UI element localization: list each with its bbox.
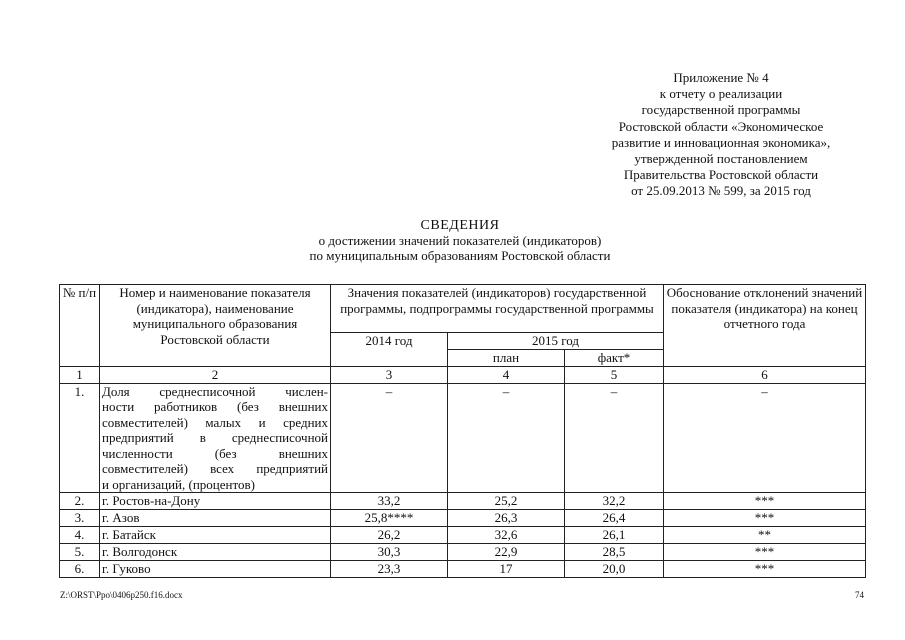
value-fact: 28,5 — [565, 544, 664, 561]
value-plan: 25,2 — [448, 493, 565, 510]
appendix-line: утвержденной постановлением — [634, 151, 808, 167]
municipality-name: г. Ростов-на-Дону — [100, 493, 331, 510]
value-plan: 26,3 — [448, 510, 565, 527]
value-note: *** — [664, 561, 866, 578]
appendix-line: государственной программы — [641, 102, 801, 118]
appendix-line: Ростовской области «Экономическое — [618, 118, 824, 134]
table-row — [60, 527, 866, 544]
value-2014: 25,8**** — [331, 510, 448, 527]
document-subtitle-line: по муниципальным образованиям Ростовской области — [309, 248, 611, 263]
table-row — [60, 544, 866, 561]
table-row — [60, 493, 866, 510]
indicator-name-line: совместителей) всех предприятий — [102, 461, 328, 476]
row-num: 5. — [60, 544, 100, 561]
value-plan: 17 — [448, 561, 565, 578]
value-fact: 26,4 — [565, 510, 664, 527]
column-number: 5 — [565, 366, 664, 383]
value-2014: 26,2 — [331, 527, 448, 544]
row-num: 4. — [60, 527, 100, 544]
footer-page-number: 74 — [855, 590, 864, 600]
header-fact: факт* — [565, 349, 664, 366]
appendix-line: к отчету о реализации — [659, 86, 783, 102]
column-number: 4 — [448, 366, 565, 383]
value-plan: 22,9 — [448, 544, 565, 561]
value-note: *** — [664, 493, 866, 510]
appendix-line: от 25.09.2013 № 599, за 2015 год — [631, 183, 811, 199]
municipality-name: г. Волгодонск — [100, 544, 331, 561]
indicator-name-line: совместителей) малых и средних — [102, 414, 328, 430]
value-2014: 33,2 — [331, 493, 448, 510]
appendix-line: развитие и инновационная экономика», — [611, 134, 831, 150]
appendix-block — [560, 70, 882, 200]
table-row — [60, 561, 866, 578]
value-plan: – — [448, 383, 565, 493]
indicator-name — [100, 383, 331, 493]
municipality-name: г. Батайск — [100, 527, 331, 544]
table-row-indicator — [60, 383, 866, 493]
column-number: 1 — [60, 366, 100, 383]
header-name: Номер и наименование показателя (индикатора), наименование муниципального образования Ростовской области — [100, 285, 331, 367]
row-num: 1. — [60, 383, 100, 493]
value-plan: 32,6 — [448, 527, 565, 544]
value-note: *** — [664, 510, 866, 527]
value-2014: 30,3 — [331, 544, 448, 561]
value-fact: 20,0 — [565, 561, 664, 578]
value-2014: 23,3 — [331, 561, 448, 578]
value-note: ** — [664, 527, 866, 544]
header-plan: план — [448, 349, 565, 366]
header-values: Значения показателей (индикаторов) государственной программы, подпрограммы государственной программы — [331, 285, 664, 333]
indicator-name-line: предприятий в среднесписочной — [102, 430, 328, 445]
indicator-name-line: и организаций, (процентов) — [102, 476, 255, 492]
value-note: *** — [664, 544, 866, 561]
document-title: СВЕДЕНИЯ — [420, 218, 500, 233]
indicator-name-line: численности (без внешних — [102, 445, 328, 461]
value-note: – — [664, 383, 866, 493]
footer-file-path: Z:\ORST\Ppo\0406p250.f16.docx — [60, 590, 183, 600]
value-fact: 26,1 — [565, 527, 664, 544]
indicators-table — [59, 284, 866, 578]
value-2014: – — [331, 383, 448, 493]
document-subtitle-line: о достижении значений показателей (индикаторов) — [318, 233, 602, 248]
value-fact: – — [565, 383, 664, 493]
column-number: 6 — [664, 366, 866, 383]
header-year-2014: 2014 год — [331, 333, 448, 367]
municipality-name: г. Азов — [100, 510, 331, 527]
row-num: 2. — [60, 493, 100, 510]
header-year-2015: 2015 год — [448, 333, 664, 350]
appendix-line: Приложение № 4 — [673, 70, 769, 85]
column-number: 2 — [100, 366, 331, 383]
municipality-name: г. Гуково — [100, 561, 331, 578]
row-num: 3. — [60, 510, 100, 527]
column-number: 3 — [331, 366, 448, 383]
appendix-line: Правительства Ростовской области — [623, 167, 819, 183]
indicator-name-line: ности работников (без внешних — [102, 399, 328, 414]
header-num: № п/п — [60, 285, 100, 367]
document-heading — [160, 218, 760, 263]
value-fact: 32,2 — [565, 493, 664, 510]
row-num: 6. — [60, 561, 100, 578]
header-justification: Обоснование отклонений значений показателя (индикатора) на конец отчетного года — [664, 285, 866, 367]
indicator-name-line: Доля среднесписочной числен- — [102, 383, 328, 399]
table-row — [60, 510, 866, 527]
